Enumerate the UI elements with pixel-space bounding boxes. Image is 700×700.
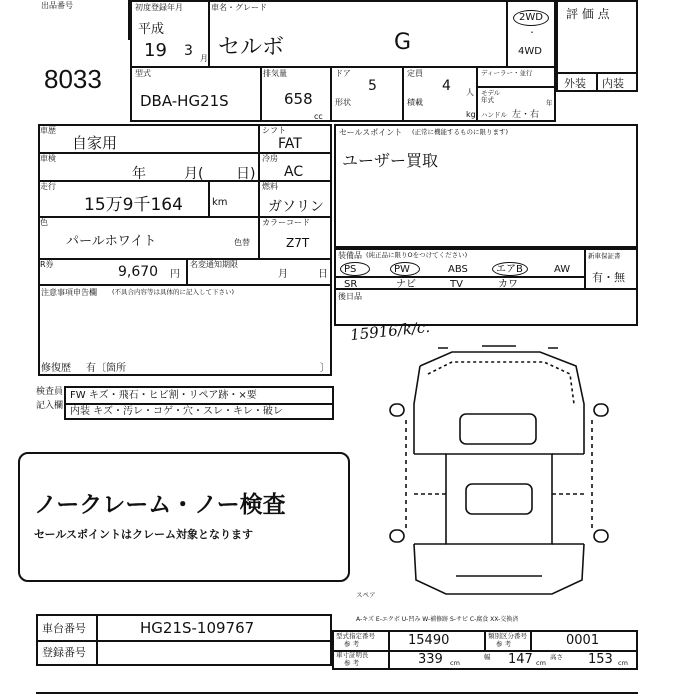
equipment-box [334, 248, 586, 290]
no-claim-subtitle: セールスポイントはクレーム対象となります [34, 528, 254, 541]
equip-tv: TV [450, 279, 463, 290]
type-value: DBA-HG21S [140, 92, 229, 110]
damage-legend: A-キズ E-エクボ U-凹み W-補修跡 S-サビ C-腐食 XX-交換済 [356, 616, 519, 623]
reg-era: 平成 [138, 22, 165, 37]
reg-label: 初度登録年月 [135, 3, 183, 12]
car-name-box [208, 0, 508, 68]
inspection-label: 車検 [40, 154, 56, 163]
drive-2wd: 2WD [513, 10, 549, 26]
registration-label: 登録番号 [42, 646, 86, 659]
shift-label: シフト [262, 126, 286, 135]
warranty-value: 有・無 [592, 271, 625, 284]
mileage-unit: km [212, 197, 228, 208]
displacement-value: 658 [284, 90, 313, 108]
notice-note: (不具合内容等は具体的に記入して下さい) [112, 288, 235, 296]
height-value: 153 [588, 652, 613, 667]
inspector-row-1: FW キズ・飛石・ヒビ割・リペア跡・×要 [70, 390, 257, 401]
ac-label: 冷房 [262, 154, 278, 163]
no-claim-title: ノークレーム・ノー検査 [34, 492, 286, 518]
sales-point-note: (正常に機能するものに限ります) [412, 128, 509, 136]
height-label: 高さ [550, 653, 563, 661]
equipment-note: (純正品に限りOをつけてください) [366, 251, 468, 259]
type-no-sub: 参 考 [344, 640, 360, 648]
warranty-label: 新車保証書 [588, 252, 621, 260]
usage-value: 自家用 [72, 134, 118, 152]
notice-box [38, 284, 332, 376]
handwritten-note: 15916/k/c. [349, 317, 431, 345]
displacement-unit: cc [314, 112, 323, 121]
class-no-label: 類別区分番号 [488, 632, 527, 640]
recycle-value: 9,670 [118, 264, 159, 280]
inspector-label-1: 検査員 [36, 387, 64, 397]
capacity-box [404, 66, 478, 122]
chassis-box [36, 614, 332, 666]
capacity-label: 定員 [407, 69, 423, 78]
doors-label: ドア [335, 69, 351, 78]
displacement-box [260, 66, 332, 122]
sales-point-label: セールスポイント [339, 128, 403, 137]
load-label: 積載 [407, 98, 423, 107]
form-label: 形状 [335, 98, 351, 107]
repair-value: 有〔箇所 [86, 363, 126, 374]
aftermarket-box [334, 288, 638, 326]
handle-label: ハンドル [481, 111, 507, 119]
width-unit: cm [536, 659, 546, 667]
mileage-label: 走行 [40, 182, 56, 191]
color-code-label: カラーコード [262, 218, 310, 227]
chassis-value: HG21S-109767 [140, 619, 255, 637]
dealer-label: ディーラー・並行 [481, 69, 533, 77]
spare-label: スペア [356, 591, 376, 599]
dealer-box [478, 66, 556, 122]
reg-month: 3 [184, 43, 193, 59]
inspector-label-2: 記入欄 [36, 401, 64, 411]
year-unit: 年 [546, 99, 553, 107]
equip-navi: ナビ [396, 279, 416, 290]
mileage-value: 15万9千164 [84, 195, 183, 215]
height-unit: cm [618, 659, 628, 667]
name-change-month: 月 [278, 269, 288, 280]
lot-number: 8033 [44, 64, 102, 94]
type-label: 型式 [135, 69, 151, 78]
eval-exterior: 外装 [564, 77, 586, 90]
fuel-value: ガソリン [268, 199, 324, 215]
class-no-sub: 参 考 [496, 640, 512, 648]
equip-aw: AW [554, 264, 571, 275]
displacement-label: 排気量 [263, 69, 287, 78]
lot-label: 出品番号 [41, 1, 73, 10]
drive-4wd: 4WD [518, 46, 542, 57]
recycle-unit: 円 [170, 269, 180, 280]
shift-value: FAT [278, 136, 302, 152]
sales-point-box [334, 124, 638, 248]
color-code: Z7T [286, 236, 310, 250]
type-no-label: 型式指定番号 [336, 632, 375, 640]
drive-box [508, 0, 556, 68]
name-change-day: 日 [318, 269, 328, 280]
capacity-value: 4 [442, 78, 451, 94]
evaluation-box [556, 0, 638, 92]
load-unit: kg [466, 110, 476, 119]
aftermarket-label: 後日品 [338, 292, 362, 301]
length-unit: cm [450, 659, 460, 667]
repair-label: 修復歴 [41, 363, 71, 374]
name-label: 車名・グレード [211, 3, 267, 12]
no-claim-box [18, 452, 350, 582]
repair-bracket: 〕 [320, 363, 330, 374]
car-model: セルボ [218, 35, 285, 60]
handle-value: 左・右 [512, 110, 540, 120]
type-box [130, 66, 262, 122]
inspection-year: 年 [132, 166, 146, 182]
width-label: 幅 [484, 653, 491, 661]
lot-label-cell [38, 0, 130, 40]
equip-sr: SR [344, 279, 358, 290]
usage-label: 車歴 [40, 126, 56, 135]
color-label: 色 [40, 218, 48, 227]
car-grade: G [394, 30, 412, 55]
length-label: 車寸証明長 [336, 651, 369, 659]
inspector-row-2: 内装 キズ・汚レ・コゲ・穴・スレ・キレ・破レ [70, 406, 283, 417]
car-damage-diagram [388, 344, 610, 602]
length-sub: 参 考 [344, 659, 360, 667]
doors-box [332, 66, 404, 122]
width-value: 147 [508, 652, 533, 667]
length-value: 339 [418, 652, 443, 667]
eval-label: 評 価 点 [566, 7, 610, 21]
inspector-box [64, 386, 334, 420]
equip-leather: カワ [498, 279, 518, 290]
notice-label: 注意事項申告欄 [41, 288, 97, 297]
sales-point-value: ユーザー買取 [342, 151, 439, 170]
inspection-day: 日) [236, 166, 256, 182]
model-year-label: モデル 年式 [481, 89, 501, 104]
equip-ps: PS [344, 264, 357, 275]
chassis-label: 車台番号 [42, 622, 86, 635]
reg-month-unit: 月 [200, 54, 208, 63]
class-no-value: 0001 [566, 633, 600, 648]
inspection-month: 月( [184, 166, 204, 182]
reg-year: 19 [144, 40, 167, 61]
eval-interior: 内装 [602, 77, 624, 90]
doors-value: 5 [368, 78, 377, 94]
equip-pw: PW [394, 264, 410, 275]
drive-dot: ・ [528, 28, 536, 37]
equip-airbag: エアB [496, 264, 523, 275]
equipment-label: 装備品 [338, 251, 362, 260]
color-change-label: 色替 [234, 238, 250, 247]
spec-box [332, 630, 638, 670]
warranty-box [584, 248, 638, 290]
recycle-label: R券 [40, 260, 54, 269]
ac-value: AC [284, 164, 304, 180]
capacity-unit: 人 [466, 88, 474, 97]
equip-abs: ABS [448, 264, 468, 275]
fuel-label: 燃料 [262, 182, 278, 191]
type-no-value: 15490 [408, 633, 450, 648]
name-change-label: 名変通知期限 [190, 260, 238, 269]
color-value: パールホワイト [66, 234, 157, 249]
registration-box [130, 0, 210, 68]
